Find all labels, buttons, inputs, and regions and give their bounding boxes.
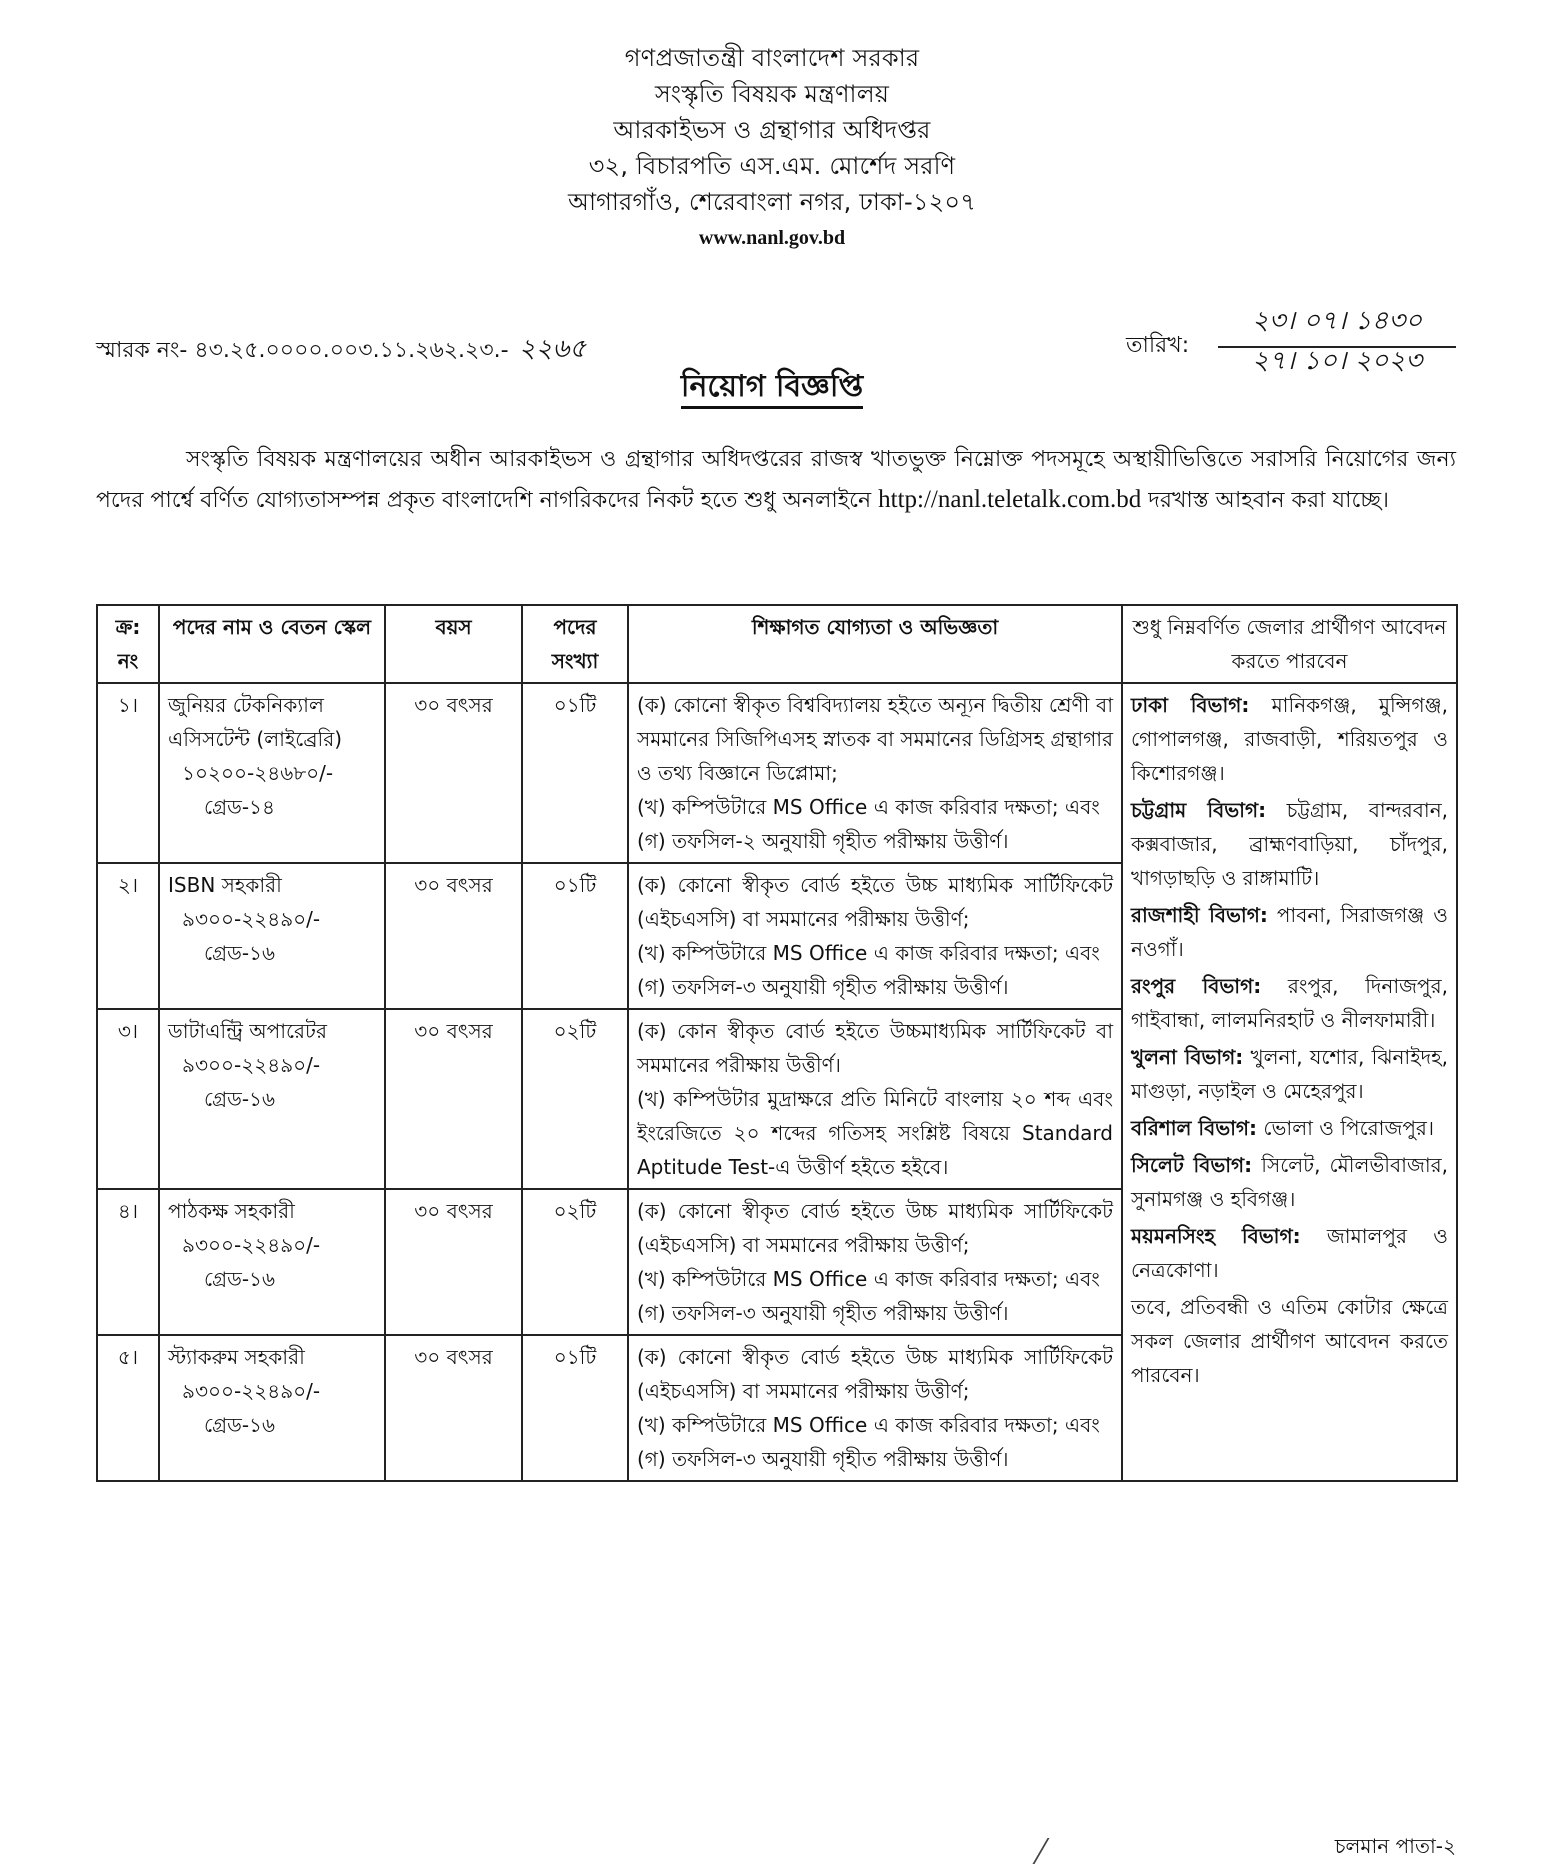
header-count: পদের সংখ্যা xyxy=(522,605,628,683)
district-group xyxy=(1131,1040,1448,1108)
table-row xyxy=(97,683,1457,863)
division-name: চট্টগ্রাম বিভাগ: xyxy=(1131,798,1267,822)
district-group xyxy=(1131,1219,1448,1287)
qualification-item: (খ) কম্পিউটারে MS Office এ কাজ করিবার দক্ষতা; এবং xyxy=(637,941,1100,965)
qualification-item: (খ) কম্পিউটার মুদ্রাক্ষরে প্রতি মিনিটে বাংলায় ২০ শব্দ এবং ইংরেজিতে ২০ শব্দের গতিসহ সংশ্লিষ্ট বিষয়ে Standard Aptitude Test-এ উত্তীর্ণ হইতে হইবে। xyxy=(637,1087,1113,1179)
row-age: ৩০ বৎসর xyxy=(385,863,522,1009)
post-name: ডাটাএন্ট্রি অপারেটর xyxy=(168,1019,327,1043)
row-qualification xyxy=(628,1335,1122,1481)
division-name: বরিশাল বিভাগ: xyxy=(1131,1116,1258,1140)
header-districts: শুধু নিম্নবর্ণিত জেলার প্রার্থীগণ আবেদন করতে পারবেন xyxy=(1122,605,1457,683)
row-count: ০১টি xyxy=(522,863,628,1009)
post-name: জুনিয়র টেকনিক্যাল এসিসটেন্ট (লাইব্রেরি) xyxy=(168,693,343,751)
district-group xyxy=(1131,898,1448,966)
qualification-item: (খ) কম্পিউটারে MS Office এ কাজ করিবার দক্ষতা; এবং xyxy=(637,1413,1100,1437)
header-age: বয়স xyxy=(385,605,522,683)
district-group xyxy=(1131,1148,1448,1216)
row-age: ৩০ বৎসর xyxy=(385,683,522,863)
pay-scale: ৯৩০০-২২৪৯০/- xyxy=(182,1379,321,1403)
header-serial: ক্র: নং xyxy=(97,605,159,683)
department-name: আরকাইভস ও গ্রন্থাগার অধিদপ্তর xyxy=(613,116,931,144)
row-post xyxy=(159,1335,385,1481)
district-group xyxy=(1131,1111,1448,1145)
row-age: ৩০ বৎসর xyxy=(385,1009,522,1189)
govt-name: গণপ্রজাতন্ত্রী বাংলাদেশ সরকার xyxy=(624,44,920,72)
qualification-item: (ক) কোন স্বীকৃত বোর্ড হইতে উচ্চমাধ্যমিক সার্টিফিকেট বা সমমানের পরীক্ষায় উত্তীর্ণ। xyxy=(637,1019,1113,1077)
notice-title xyxy=(0,362,1544,413)
address-line-2: আগারগাঁও, শেরেবাংলা নগর, ঢাকা-১২০৭ xyxy=(567,188,977,216)
table-header-row xyxy=(97,605,1457,683)
row-post xyxy=(159,1189,385,1335)
qualification-item: (গ) তফসিল-২ অনুযায়ী গৃহীত পরীক্ষায় উত্তীর্ণ। xyxy=(637,829,1009,853)
continuation-note: চলমান পাতা-২ xyxy=(1334,1834,1456,1858)
division-name: ময়মনসিংহ বিভাগ: xyxy=(1131,1224,1301,1248)
row-serial: ৫। xyxy=(97,1335,159,1481)
row-count: ০১টি xyxy=(522,1335,628,1481)
ministry-name: সংস্কৃতি বিষয়ক মন্ত্রণালয় xyxy=(654,80,890,108)
row-age: ৩০ বৎসর xyxy=(385,1335,522,1481)
row-post xyxy=(159,1009,385,1189)
division-name: সিলেট বিভাগ: xyxy=(1131,1153,1253,1177)
row-serial: ২। xyxy=(97,863,159,1009)
application-url-link[interactable]: http://nanl.teletalk.com.bd xyxy=(878,486,1142,513)
date-english: ২৭। ১০। ২০২৩ xyxy=(1251,346,1423,376)
qualification-item: (খ) কম্পিউটারে MS Office এ কাজ করিবার দক্ষতা; এবং xyxy=(637,795,1100,819)
division-name: খুলনা বিভাগ: xyxy=(1131,1045,1244,1069)
district-note: তবে, প্রতিবন্ধী ও এতিম কোটার ক্ষেত্রে সকল জেলার প্রার্থীগণ আবেদন করতে পারবেন। xyxy=(1131,1295,1448,1387)
row-qualification xyxy=(628,863,1122,1009)
intro-paragraph xyxy=(96,440,1456,521)
qualification-item: (ক) কোনো স্বীকৃত বোর্ড হইতে উচ্চ মাধ্যমিক সার্টিফিকেট (এইচএসসি) বা সমমানের পরীক্ষায় উত্তীর্ণ; xyxy=(637,873,1113,931)
row-serial: ৪। xyxy=(97,1189,159,1335)
header-post: পদের নাম ও বেতন স্কেল xyxy=(159,605,385,683)
qualification-item: (ক) কোনো স্বীকৃত বোর্ড হইতে উচ্চ মাধ্যমিক সার্টিফিকেট (এইচএসসি) বা সমমানের পরীক্ষায় উত্তীর্ণ; xyxy=(637,1345,1113,1403)
date-label: তারিখ: xyxy=(1126,333,1190,358)
row-count: ০২টি xyxy=(522,1189,628,1335)
grade: গ্রেড-১৬ xyxy=(204,1087,276,1111)
pay-scale: ৯৩০০-২২৪৯০/- xyxy=(182,1233,321,1257)
grade: গ্রেড-১৪ xyxy=(204,795,275,819)
district-list: জামালপুর ও নেত্রকোণা। xyxy=(1131,1224,1449,1282)
post-name: পাঠকক্ষ সহকারী xyxy=(168,1199,295,1223)
row-post xyxy=(159,683,385,863)
vacancy-table xyxy=(96,604,1458,1482)
grade: গ্রেড-১৬ xyxy=(204,1267,276,1291)
division-name: ঢাকা বিভাগ: xyxy=(1131,693,1250,717)
row-serial: ৩। xyxy=(97,1009,159,1189)
division-name: রাজশাহী বিভাগ: xyxy=(1131,903,1268,927)
intro-text-after: দরখাস্ত আহবান করা যাচ্ছে। xyxy=(1148,488,1390,513)
header-qualification: শিক্ষাগত যোগ্যতা ও অভিজ্ঞতা xyxy=(628,605,1122,683)
row-qualification xyxy=(628,1189,1122,1335)
grade: গ্রেড-১৬ xyxy=(204,1413,276,1437)
post-name: ISBN সহকারী xyxy=(168,873,282,897)
row-serial: ১। xyxy=(97,683,159,863)
district-list: রংপুর, দিনাজপুর, গাইবান্ধা, লালমনিরহাট ও নীলফামারী। xyxy=(1131,974,1448,1032)
eligible-districts xyxy=(1122,683,1457,1481)
memo-handwritten-number: ২২৬৫ xyxy=(518,334,587,364)
district-group xyxy=(1131,688,1448,790)
address-line-1: ৩২, বিচারপতি এস.এম. মোর্শেদ সরণি xyxy=(588,152,956,180)
district-list: সিলেট, মৌলভীবাজার, সুনামগঞ্জ ও হবিগঞ্জ। xyxy=(1131,1153,1448,1211)
notice-title-text: নিয়োগ বিজ্ঞপ্তি xyxy=(681,369,863,409)
grade: গ্রেড-১৬ xyxy=(204,941,276,965)
pen-mark-icon xyxy=(1032,1838,1079,1864)
qualification-item: (গ) তফসিল-৩ অনুযায়ী গৃহীত পরীক্ষায় উত্তীর্ণ। xyxy=(637,975,1009,999)
memo-label: স্মারক নং- ৪৩.২৫.০০০০.০০৩.১১.২৬২.২৩.- xyxy=(96,338,509,363)
row-qualification xyxy=(628,683,1122,863)
pay-scale: ৯৩০০-২২৪৯০/- xyxy=(182,907,321,931)
row-count: ০১টি xyxy=(522,683,628,863)
post-name: স্ট্যাকরুম সহকারী xyxy=(168,1345,305,1369)
district-list: মানিকগঞ্জ, মুন্সিগঞ্জ, গোপালগঞ্জ, রাজবাড়ী, শরিয়তপুর ও কিশোরগঞ্জ। xyxy=(1131,693,1448,785)
website-link[interactable]: www.nanl.gov.bd xyxy=(698,227,846,249)
division-name: রংপুর বিভাগ: xyxy=(1131,974,1262,998)
district-list: ভোলা ও পিরোজপুর। xyxy=(1263,1116,1435,1140)
district-list: পাবনা, সিরাজগঞ্জ ও নওগাঁ। xyxy=(1131,903,1448,961)
row-post xyxy=(159,863,385,1009)
qualification-item: (ক) কোনো স্বীকৃত বোর্ড হইতে উচ্চ মাধ্যমিক সার্টিফিকেট (এইচএসসি) বা সমমানের পরীক্ষায় উত্তীর্ণ; xyxy=(637,1199,1113,1257)
qualification-item: (গ) তফসিল-৩ অনুযায়ী গৃহীত পরীক্ষায় উত্তীর্ণ। xyxy=(637,1301,1009,1325)
qualification-item: (গ) তফসিল-৩ অনুযায়ী গৃহীত পরীক্ষায় উত্তীর্ণ। xyxy=(637,1447,1009,1471)
date-bangla: ২৩। ০৭। ১৪৩০ xyxy=(1218,300,1456,348)
pay-scale: ১০২০০-২৪৬৮০/- xyxy=(182,761,334,785)
district-group xyxy=(1131,969,1448,1037)
district-list: চট্টগ্রাম, বান্দরবান, কক্সবাজার, ব্রাহ্মণবাড়িয়া, চাঁদপুর, খাগড়াছড়ি ও রাঙ্গামাটি। xyxy=(1131,798,1449,890)
district-group xyxy=(1131,793,1448,895)
qualification-item: (খ) কম্পিউটারে MS Office এ কাজ করিবার দক্ষতা; এবং xyxy=(637,1267,1100,1291)
intro-text-before: সংস্কৃতি বিষয়ক মন্ত্রণালয়ের অধীন আরকাইভস ও গ্রন্থাগার অধিদপ্তরের রাজস্ব খাতভুক্ত নিম্নোক্ত পদসমূহে অস্থায়ীভিত্তিতে সরাসরি নিয়োগের জন্য পদের পার্শ্বে বর্ণিত যোগ্যতাসম্পন্ন প্রকৃত বাংলাদেশি নাগরিকদের নিকট হতে শুধু অনলাইনে xyxy=(96,447,1456,513)
district-list: খুলনা, যশোর, ঝিনাইদহ, মাগুড়া, নড়াইল ও মেহেরপুর। xyxy=(1131,1045,1448,1103)
row-age: ৩০ বৎসর xyxy=(385,1189,522,1335)
row-qualification xyxy=(628,1009,1122,1189)
row-count: ০২টি xyxy=(522,1009,628,1189)
qualification-item: (ক) কোনো স্বীকৃত বিশ্ববিদ্যালয় হইতে অন্যূন দ্বিতীয় শ্রেণী বা সমমানের সিজিপিএসহ স্নাতক বা সমমানের ডিগ্রিসহ গ্রন্থাগার ও তথ্য বিজ্ঞানে ডিপ্লোমা; xyxy=(637,693,1113,785)
pay-scale: ৯৩০০-২২৪৯০/- xyxy=(182,1053,321,1077)
letterhead xyxy=(0,40,1544,256)
